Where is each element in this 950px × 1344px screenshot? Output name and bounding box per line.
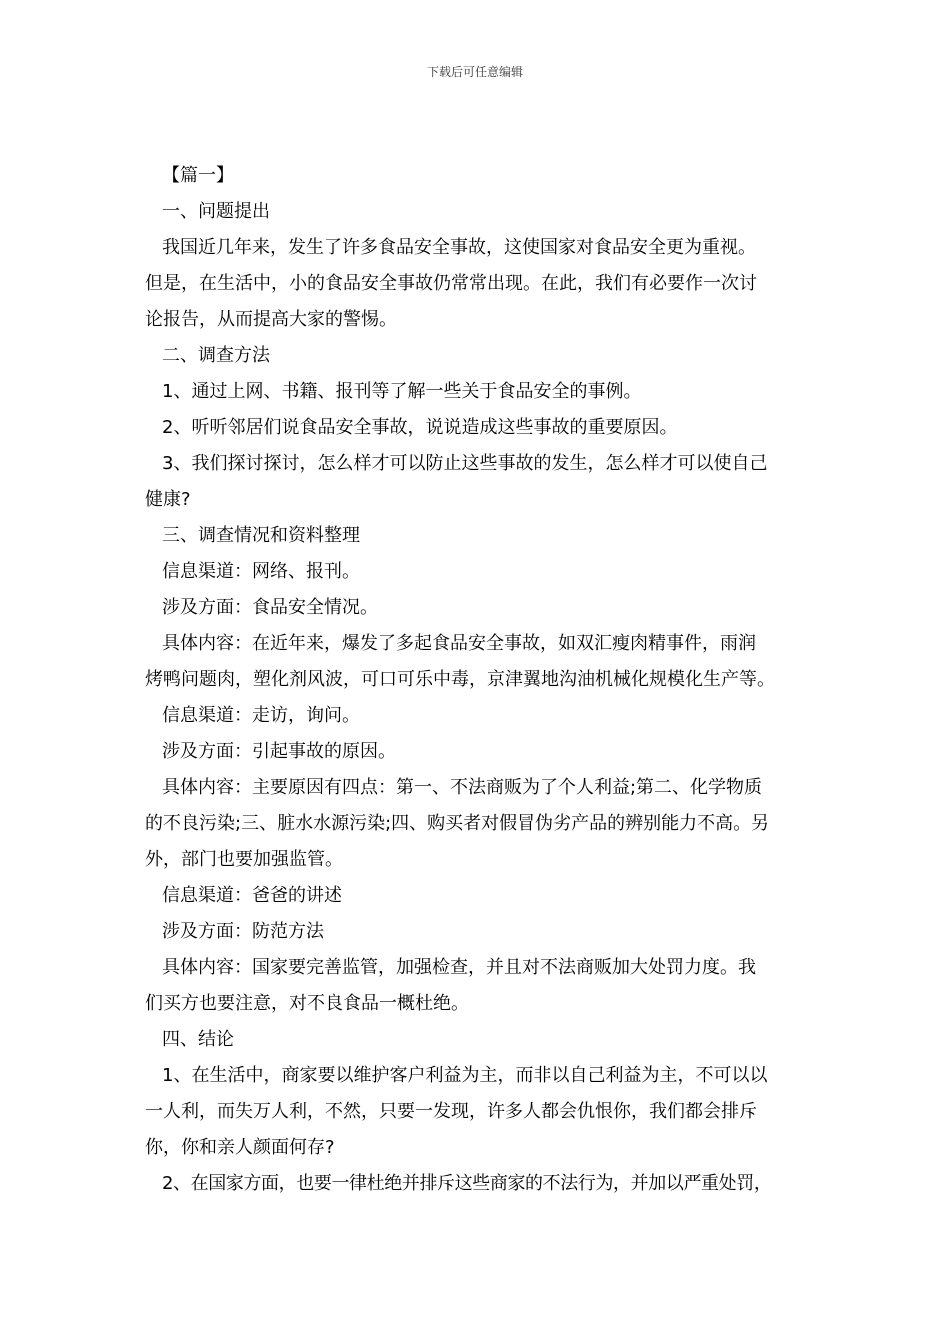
text-line: 烤鸭问题肉，塑化剂风波，可口可乐中毒，京津翼地沟油机械化规模化生产等。 xyxy=(145,669,775,690)
text-line: 具体内容：国家要完善监管，加强检查，并且对不法商贩加大处罚力度。我 xyxy=(162,957,756,978)
text-line: 们买方也要注意，对不良食品一概杜绝。 xyxy=(145,993,469,1014)
text-line: 但是，在生活中，小的食品安全事故仍常常出现。在此，我们有必要作一次讨 xyxy=(145,273,757,294)
text-line: 的不良污染;三、脏水水源污染;四、购买者对假冒伪劣产品的辨别能力不高。另 xyxy=(145,813,770,834)
text-line: 我国近几年来，发生了许多食品安全事故，这使国家对食品安全更为重视。 xyxy=(162,237,756,258)
text-line: 涉及方面：食品安全情况。 xyxy=(162,597,378,618)
text-line: 信息渠道：走访，询问。 xyxy=(162,705,360,726)
document-body xyxy=(145,158,810,1202)
text-line: 1、通过上网、书籍、报刊等了解一些关于食品安全的事例。 xyxy=(162,381,642,402)
page-header: 下载后可任意编辑 xyxy=(426,65,523,79)
text-line: 1、在生活中，商家要以维护客户利益为主，而非以自己利益为主，不可以以 xyxy=(162,1065,768,1086)
text-line: 【篇一】 xyxy=(162,165,234,186)
text-line: 具体内容：在近年来，爆发了多起食品安全事故，如双汇瘦肉精事件，雨润 xyxy=(162,633,756,654)
text-line: 3、我们探讨探讨，怎么样才可以防止这些事故的发生，怎么样才可以使自己 xyxy=(162,453,768,474)
text-line: 具体内容：主要原因有四点：第一、不法商贩为了个人利益;第二、化学物质 xyxy=(162,777,763,798)
text-line: 一人利，而失万人利，不然，只要一发现，许多人都会仇恨你，我们都会排斥 xyxy=(145,1101,757,1122)
text-line: 一、问题提出 xyxy=(162,201,270,222)
text-line: 四、结论 xyxy=(162,1029,234,1050)
text-line: 外，部门也要加强监管。 xyxy=(145,849,343,870)
text-line: 二、调查方法 xyxy=(162,345,270,366)
text-line: 论报告，从而提高大家的警惕。 xyxy=(145,309,397,330)
text-line: 2、听听邻居们说食品安全事故，说说造成这些事故的重要原因。 xyxy=(162,417,678,438)
text-line: 三、调查情况和资料整理 xyxy=(162,525,360,546)
text-line: 信息渠道：网络、报刊。 xyxy=(162,561,360,582)
text-line: 信息渠道：爸爸的讲述 xyxy=(162,885,342,906)
text-line: 你，你和亲人颜面何存? xyxy=(145,1137,335,1158)
text-line: 健康? xyxy=(145,489,191,510)
text-line: 2、在国家方面，也要一律杜绝并排斥这些商家的不法行为，并加以严重处罚， xyxy=(162,1173,772,1194)
text-line: 涉及方面：引起事故的原因。 xyxy=(162,741,396,762)
text-line: 涉及方面：防范方法 xyxy=(162,921,324,942)
